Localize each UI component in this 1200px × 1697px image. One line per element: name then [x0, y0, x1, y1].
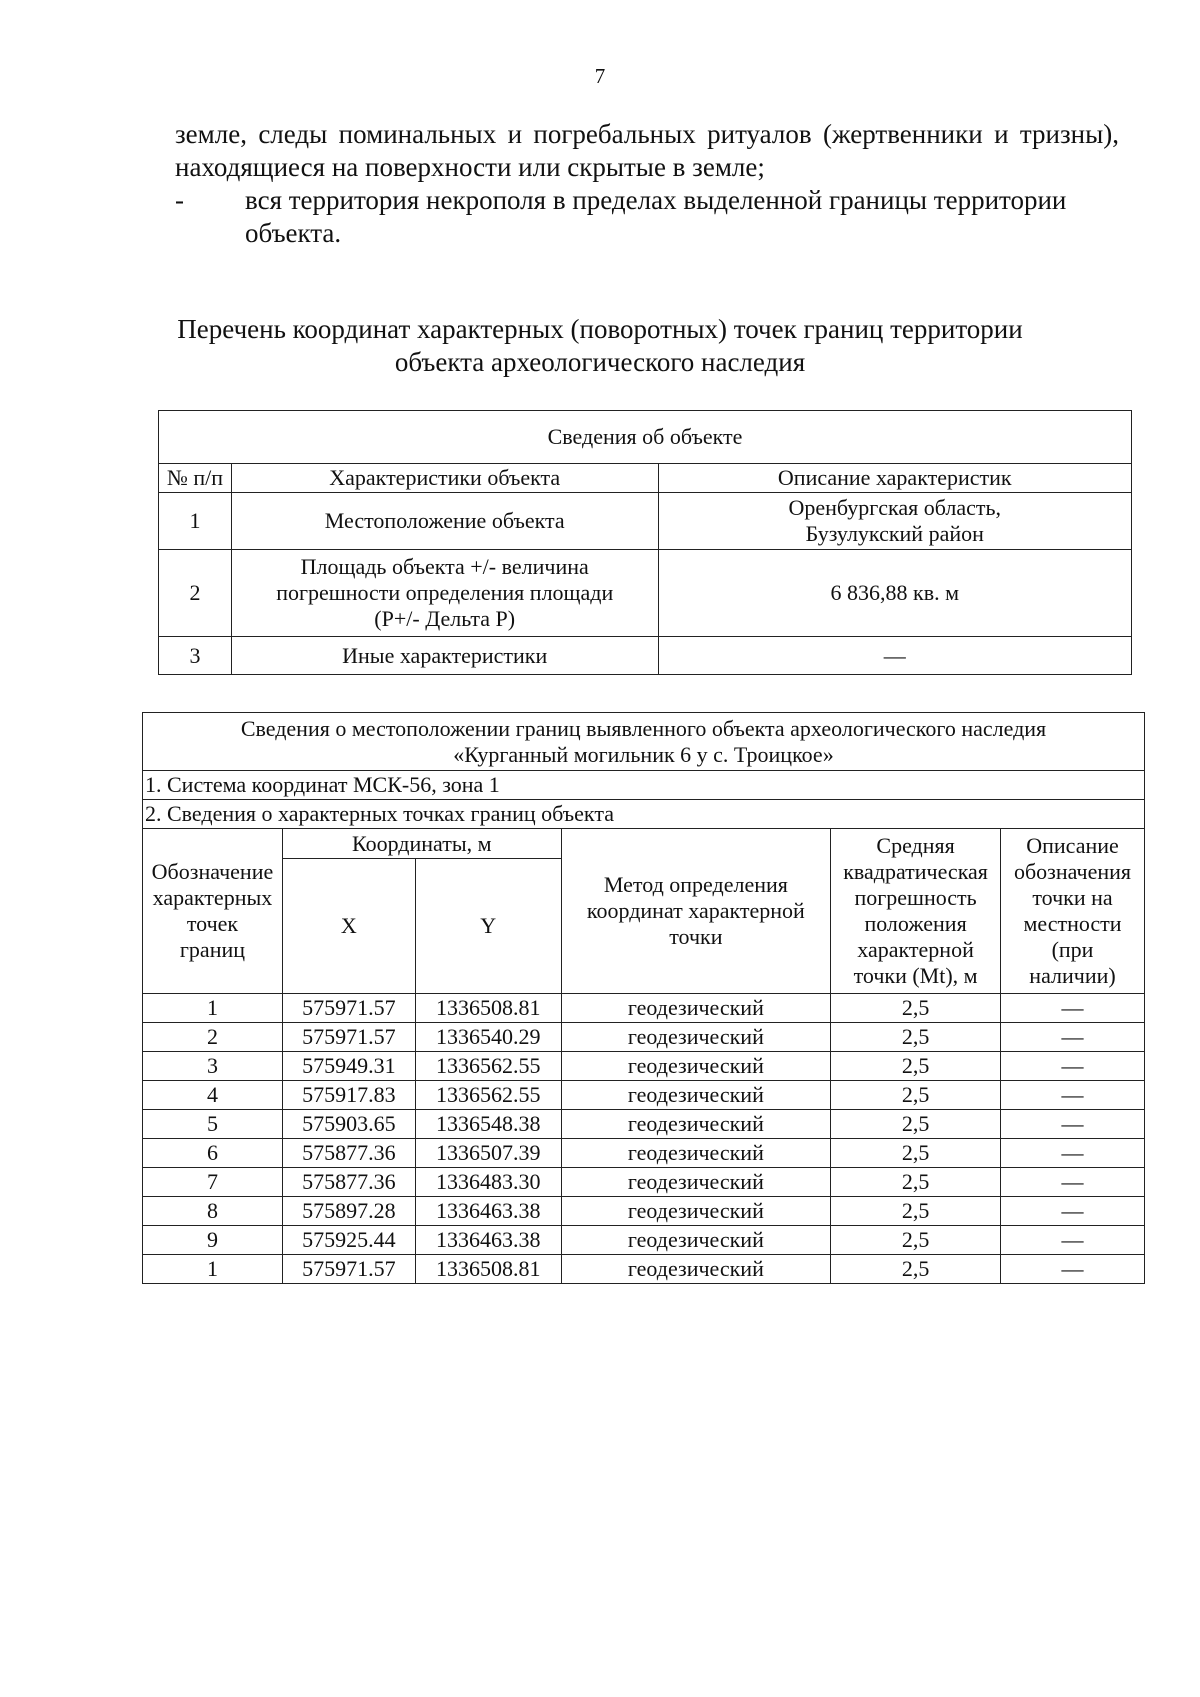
point-error: 2,5 — [831, 1255, 1001, 1284]
table-row — [143, 1139, 1145, 1168]
point-error: 2,5 — [831, 1052, 1001, 1081]
table-row — [143, 1110, 1145, 1139]
point-description: — — [1001, 1081, 1145, 1110]
row-num: 1 — [159, 493, 232, 550]
point-method: геодезический — [561, 1110, 830, 1139]
row-characteristic-line: погрешности определения площади — [276, 580, 614, 605]
point-description: — — [1001, 1110, 1145, 1139]
row-characteristic-line: (Р+/- Дельта Р) — [374, 606, 516, 631]
point-id: 4 — [143, 1081, 283, 1110]
header-line: обозначения — [1013, 859, 1132, 884]
point-y: 1336562.55 — [415, 1052, 561, 1081]
header-x: X — [282, 859, 415, 994]
point-y: 1336540.29 — [415, 1023, 561, 1052]
header-line: Метод определения — [603, 872, 788, 897]
point-error: 2,5 — [831, 1023, 1001, 1052]
header-line: квадратическая — [843, 859, 988, 884]
page-number: 7 — [594, 64, 606, 88]
header-line: точек — [186, 911, 239, 936]
header-description: Описание характеристик — [658, 464, 1132, 493]
point-y: 1336508.81 — [415, 1255, 561, 1284]
header-line: (при — [1051, 937, 1094, 962]
point-id: 7 — [143, 1168, 283, 1197]
row-description-line: Оренбургская область, — [788, 495, 1002, 520]
point-method: геодезический — [561, 1168, 830, 1197]
point-x: 575877.36 — [282, 1139, 415, 1168]
header-characteristic: Характеристики объекта — [231, 464, 658, 493]
point-y: 1336483.30 — [415, 1168, 561, 1197]
point-y: 1336562.55 — [415, 1081, 561, 1110]
section-title — [150, 313, 1050, 379]
point-description: — — [1001, 1197, 1145, 1226]
object-table-caption: Сведения об объекте — [159, 411, 1132, 464]
point-description: — — [1001, 994, 1145, 1023]
header-line: Описание — [1026, 833, 1119, 858]
table-row — [143, 1255, 1145, 1284]
point-y: 1336463.38 — [415, 1226, 561, 1255]
bullet-text: вся территория некрополя в пределах выделенной границы территории объекта. — [245, 185, 1067, 248]
point-method: геодезический — [561, 1255, 830, 1284]
header-line: положения — [864, 911, 967, 936]
point-id: 5 — [143, 1110, 283, 1139]
point-id: 3 — [143, 1052, 283, 1081]
point-y: 1336463.38 — [415, 1197, 561, 1226]
point-error: 2,5 — [831, 1139, 1001, 1168]
header-y: Y — [415, 859, 561, 994]
point-id: 1 — [143, 1255, 283, 1284]
point-description: — — [1001, 1168, 1145, 1197]
object-info-table — [158, 410, 1132, 675]
point-method: геодезический — [561, 1197, 830, 1226]
point-y: 1336548.38 — [415, 1110, 561, 1139]
row-description-line: Бузулукский район — [805, 521, 984, 546]
table-row — [159, 493, 1132, 550]
table-row — [143, 1023, 1145, 1052]
point-method: геодезический — [561, 1081, 830, 1110]
point-id: 9 — [143, 1226, 283, 1255]
table-row — [143, 1052, 1145, 1081]
table-row — [143, 994, 1145, 1023]
table-row — [159, 637, 1132, 675]
intro-text — [175, 118, 1119, 250]
header-num: № п/п — [159, 464, 232, 493]
header-point-description — [1001, 829, 1145, 994]
header-line: координат характерной — [586, 898, 805, 923]
point-method: геодезический — [561, 1052, 830, 1081]
point-x: 575877.36 — [282, 1168, 415, 1197]
point-x: 575971.57 — [282, 1255, 415, 1284]
point-error: 2,5 — [831, 1081, 1001, 1110]
point-id: 1 — [143, 994, 283, 1023]
table-row — [159, 550, 1132, 637]
intro-paragraph: земле, следы поминальных и погребальных ритуалов (жертвенники и тризны), находящиеся на поверхности или скрытые в земле; — [175, 119, 1119, 182]
header-line: точки (Mt), м — [853, 963, 978, 988]
point-error: 2,5 — [831, 994, 1001, 1023]
coord-system: 1. Система координат МСК-56, зона 1 — [143, 771, 1145, 800]
header-line: характерной — [857, 937, 974, 962]
point-description: — — [1001, 1139, 1145, 1168]
points-table-caption — [143, 713, 1145, 771]
header-line: точки на — [1032, 885, 1113, 910]
section-title-line1: Перечень координат характерных (поворотных) точек границ территории — [177, 314, 1023, 344]
point-description: — — [1001, 1226, 1145, 1255]
point-x: 575897.28 — [282, 1197, 415, 1226]
table-row — [143, 1197, 1145, 1226]
caption-line: «Курганный могильник 6 у с. Троицкое» — [453, 741, 834, 767]
point-id: 8 — [143, 1197, 283, 1226]
point-method: геодезический — [561, 994, 830, 1023]
row-num: 2 — [159, 550, 232, 637]
row-description: — — [658, 637, 1132, 675]
header-designation — [143, 829, 283, 994]
point-x: 575917.83 — [282, 1081, 415, 1110]
point-description: — — [1001, 1023, 1145, 1052]
point-x: 575925.44 — [282, 1226, 415, 1255]
header-line: Средняя — [876, 833, 955, 858]
row-num: 3 — [159, 637, 232, 675]
row-characteristic-line: Площадь объекта +/- величина — [300, 554, 589, 579]
caption-line: Сведения о местоположении границ выявленного объекта археологического наследия — [240, 715, 1047, 741]
header-coordinates: Координаты, м — [282, 829, 561, 859]
row-characteristic — [231, 550, 658, 637]
point-method: геодезический — [561, 1226, 830, 1255]
point-method: геодезический — [561, 1023, 830, 1052]
intro-bullet — [175, 184, 1119, 250]
point-id: 6 — [143, 1139, 283, 1168]
table-row — [143, 1081, 1145, 1110]
header-line: погрешность — [854, 885, 977, 910]
point-y: 1336507.39 — [415, 1139, 561, 1168]
table-row — [143, 1226, 1145, 1255]
point-description: — — [1001, 1052, 1145, 1081]
point-y: 1336508.81 — [415, 994, 561, 1023]
header-line: наличии) — [1029, 963, 1116, 988]
header-line: точки — [669, 924, 723, 949]
row-characteristic: Иные характеристики — [231, 637, 658, 675]
points-heading: 2. Сведения о характерных точках границ объекта — [143, 800, 1145, 829]
header-line: Обозначение — [151, 859, 274, 884]
point-id: 2 — [143, 1023, 283, 1052]
row-description: 6 836,88 кв. м — [658, 550, 1132, 637]
section-title-line2: объекта археологического наследия — [394, 347, 806, 377]
row-description — [658, 493, 1132, 550]
point-method: геодезический — [561, 1139, 830, 1168]
point-error: 2,5 — [831, 1168, 1001, 1197]
boundary-points-table — [142, 712, 1145, 1284]
table-row — [143, 1168, 1145, 1197]
point-error: 2,5 — [831, 1197, 1001, 1226]
point-x: 575971.57 — [282, 994, 415, 1023]
header-error — [831, 829, 1001, 994]
point-x: 575903.65 — [282, 1110, 415, 1139]
header-method — [561, 829, 830, 994]
point-error: 2,5 — [831, 1110, 1001, 1139]
bullet-dash: - — [175, 185, 184, 215]
point-x: 575949.31 — [282, 1052, 415, 1081]
header-line: местности — [1023, 911, 1122, 936]
point-x: 575971.57 — [282, 1023, 415, 1052]
header-line: границ — [179, 937, 246, 962]
row-characteristic: Местоположение объекта — [231, 493, 658, 550]
point-error: 2,5 — [831, 1226, 1001, 1255]
point-description: — — [1001, 1255, 1145, 1284]
header-line: характерных — [152, 885, 273, 910]
